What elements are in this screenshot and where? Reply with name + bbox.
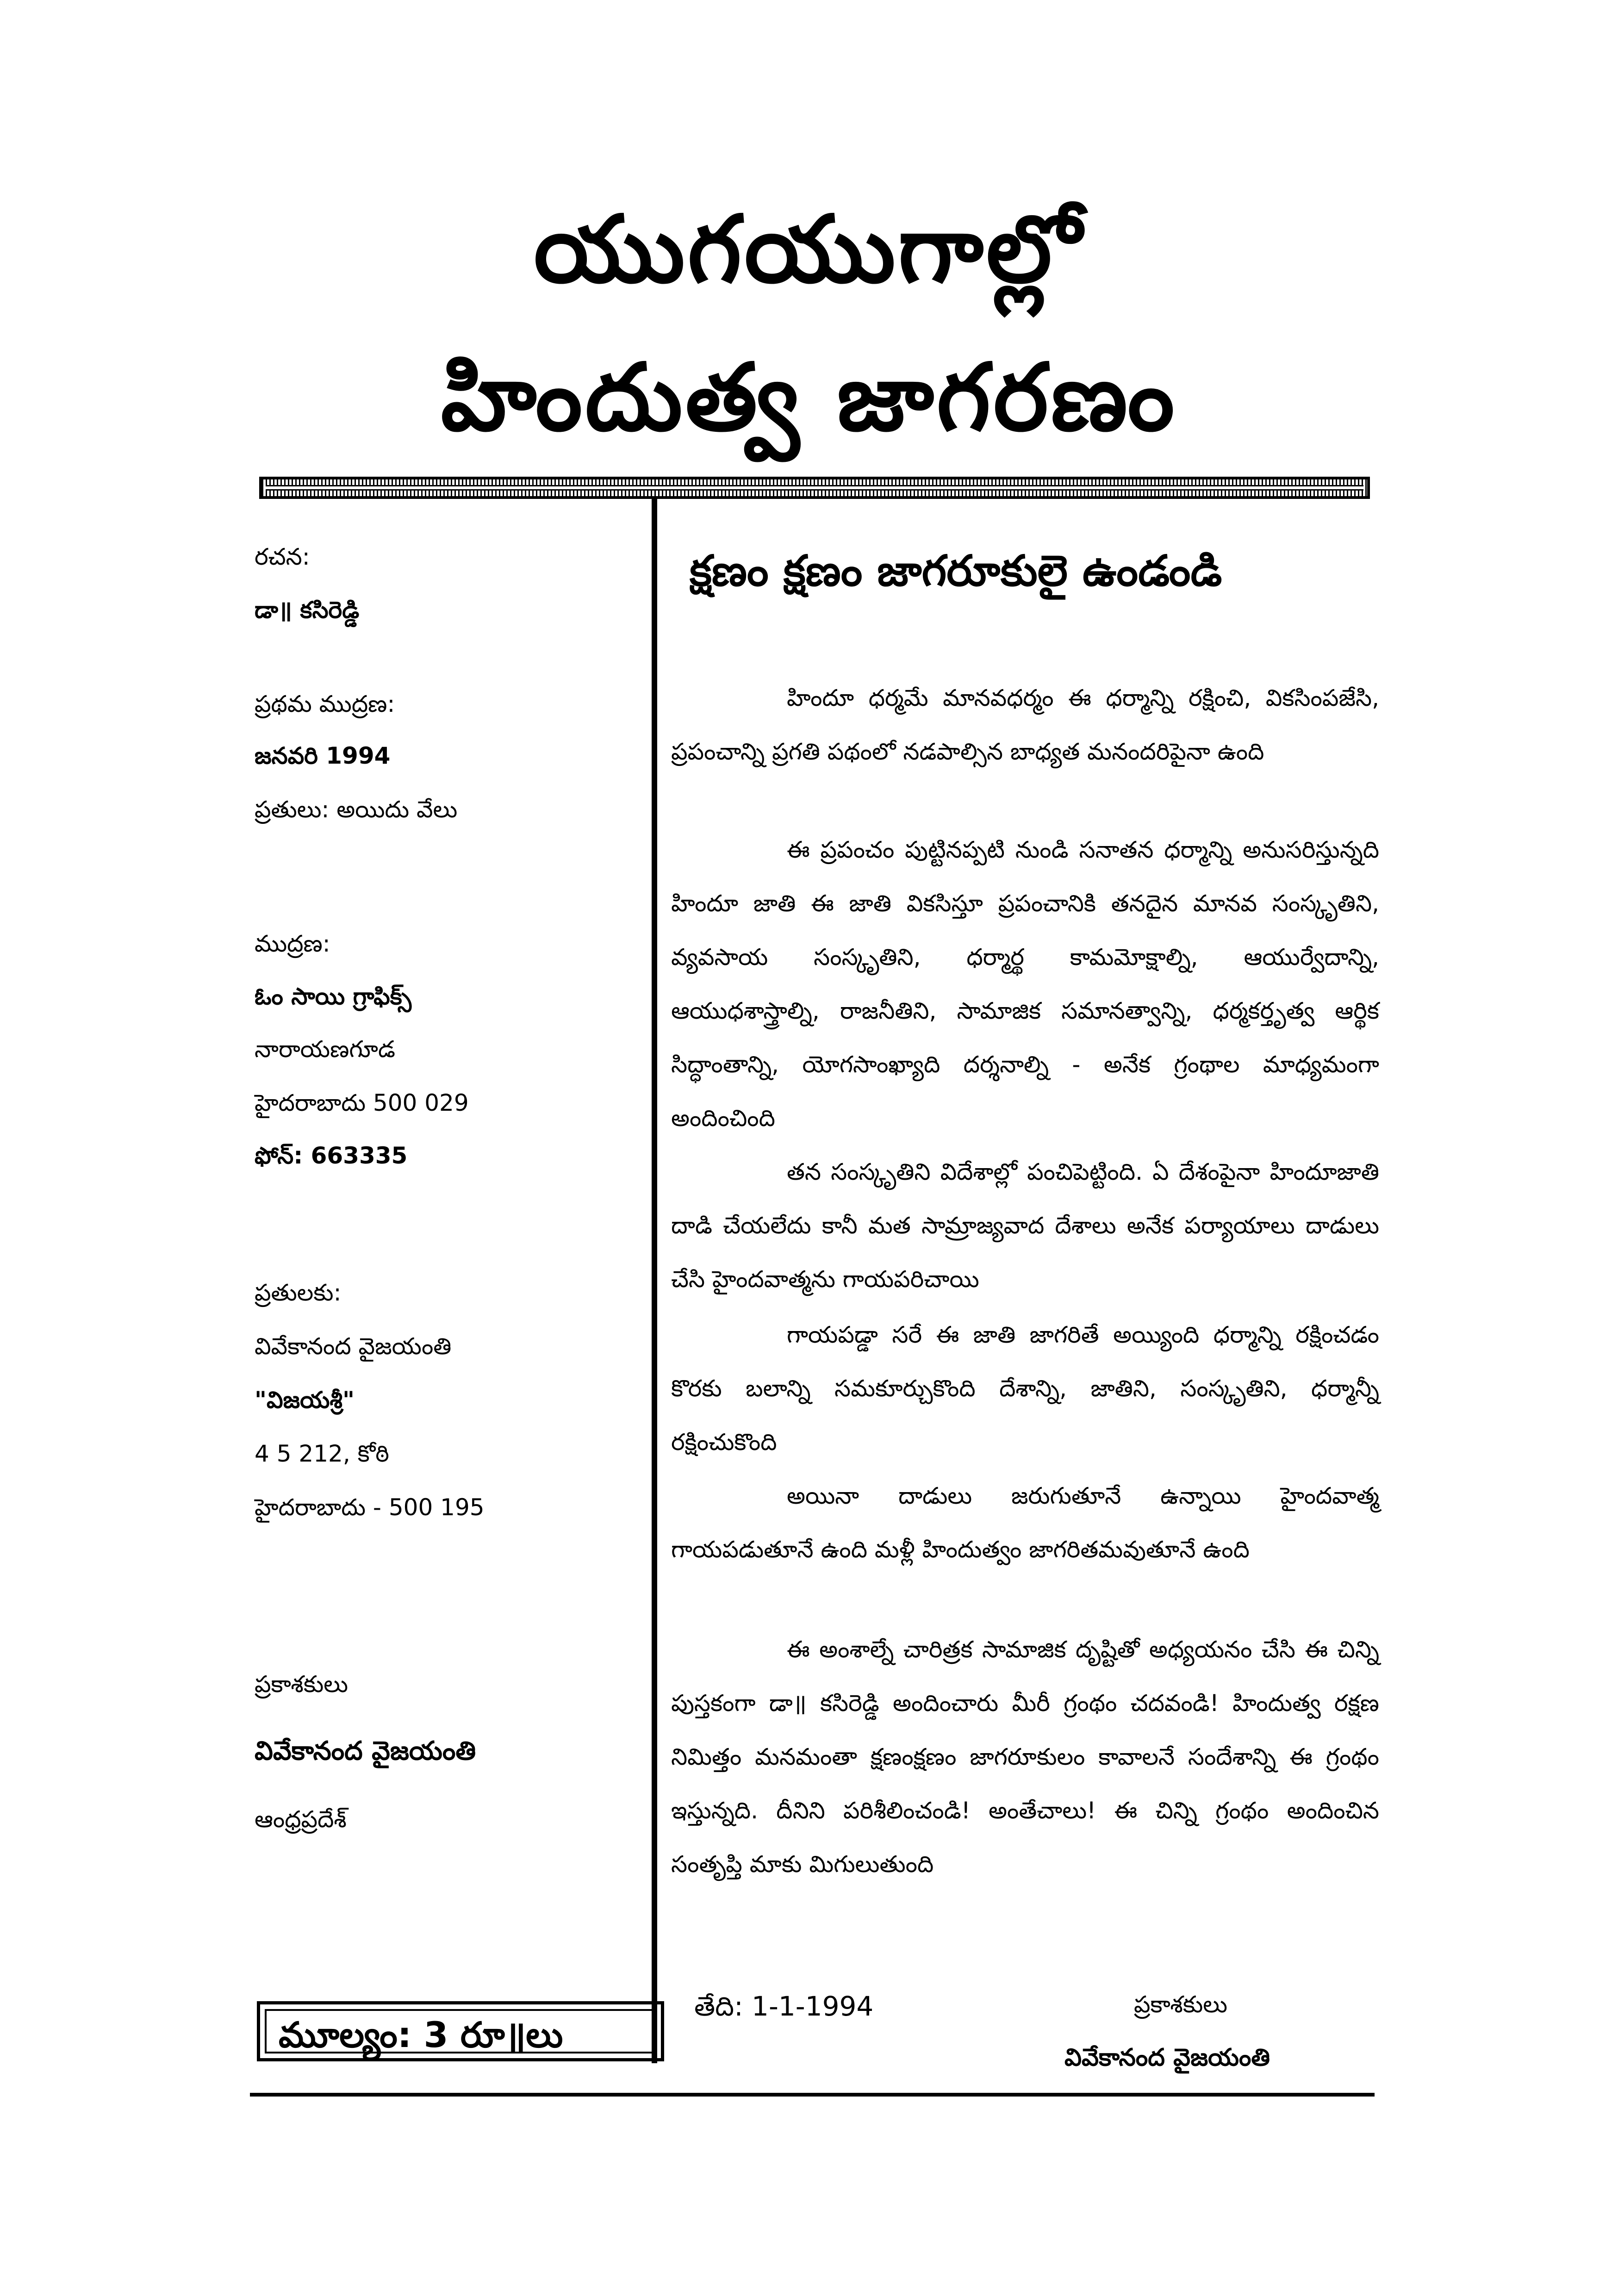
publishers-org: వివేకానంద వైజయంతి [255, 1736, 476, 1766]
copies-count: ప్రతులు: అయిదు వేలు [255, 796, 458, 823]
copies-at-label: ప్రతులకు: [255, 1279, 342, 1306]
book-title-line-2: హిందుత్వ జాగరణం [441, 344, 1177, 452]
price-label: మూల్యం: 3 రూ॥లు [279, 2014, 563, 2055]
decorative-title-rule [259, 477, 1370, 499]
signature-name: వివేకానంద వైజయంతి [1064, 2044, 1270, 2072]
foreword-paragraph: గాయపడ్డా సరే ఈ జాతి జాగరితే అయ్యింది ధర్మాన్ని రక్షించడం కొరకు బలాన్ని సమకూర్చుకొంది దేశాన్ని, జాతిని, సంస్కృతిని, ధర్మాన్నీ రక్షించుకొంది [671, 1321, 1379, 1456]
publishers-state: ఆంధ్రప్రదేశ్ [255, 1806, 347, 1833]
publishers-label: ప్రకాశకులు [255, 1671, 348, 1698]
foreword-paragraph: హిందూ ధర్మమే మానవధర్మం ఈ ధర్మాన్ని రక్షించి, వికసింపజేసి, ప్రపంచాన్ని ప్రగతి పథంలో నడపాల్సిన బాధ్యత మనందరిపైనా ఉంది [671, 684, 1379, 765]
signature-label: ప్రకాశకులు [1134, 1991, 1228, 2018]
author-name: డా॥ కసిరెడ్డి [255, 597, 360, 623]
printer-phone: ఫోన్: 663335 [255, 1142, 408, 1169]
price-box [257, 2001, 664, 2061]
foreword-paragraph: తన సంస్కృతిని విదేశాల్లో పంచిపెట్టింది. ఏ దేశంపైనా హిందూజాతి దాడి చేయలేదు కానీ మత సామ్రాజ్యవాద దేశాలు అనేక పర్యాయాలు దాడులు చేసి హైందవాత్మను గాయపరిచాయి [671, 1158, 1379, 1293]
foreword-paragraph: ఈ అంశాల్నే చారిత్రక సామాజిక దృష్టితో అధ్యయనం చేసి ఈ చిన్ని పుస్తకంగా డా॥ కసిరెడ్డి అందించారు మీరీ గ్రంథం చదవండి! హిందుత్వ రక్షణ నిమిత్తం మనమంతా క్షణంక్షణం జాగరూకులం కావాలనే సందేశాన్ని ఈ గ్రంథం ఇస్తున్నది. దీనిని పరిశీలించండి! అంతేచాలు! ఈ చిన్ని గ్రంథం అందించిన సంతృప్తి మాకు మిగులుతుంది [671, 1636, 1379, 1878]
column-divider [652, 499, 657, 2063]
foreword-heading: క్షణం క్షణం జాగరూకులై ఉండండి [690, 546, 1222, 596]
copies-at-city: హైదరాబాదు - 500 195 [255, 1494, 485, 1521]
copies-at-org: వివేకానంద వైజయంతి [255, 1333, 452, 1360]
copies-at-address: 4 5 212, కోఠి [255, 1440, 389, 1467]
printer-label: ముద్రణ: [255, 930, 330, 957]
printer-city: హైదరాబాదు 500 029 [255, 1089, 469, 1116]
foreword-paragraph: ఈ ప్రపంచం పుట్టినప్పటి నుండి సనాతన ధర్మాన్ని అనుసరిస్తున్నది హిందూ జాతి ఈ జాతి వికసిస్తూ ప్రపంచానికి తనదైన మానవ సంస్కృతిని, వ్యవసాయ సంస్కృతిని, ధర్మార్థ కామమోక్షాల్ని, ఆయుర్వేదాన్ని, ఆయుధశాస్త్రాల్ని, రాజనీతిని, సామాజిక సమానత్వాన్ని, ధర్మకర్తృత్వ ఆర్థిక సిద్ధాంతాన్ని, యోగసాంఖ్యాది దర్శనాల్ని - అనేక గ్రంథాల మాధ్యమంగా అందించింది [671, 836, 1379, 1132]
first-print-label: ప్రథమ ముద్రణ: [255, 691, 395, 717]
printer-name: ఓం సాయి గ్రాఫిక్స్ [255, 983, 412, 1010]
author-label: రచన: [255, 543, 310, 570]
copies-at-building: "విజయశ్రీ" [255, 1387, 355, 1413]
bottom-rule [250, 2093, 1375, 2097]
foreword-paragraph: అయినా దాడులు జరుగుతూనే ఉన్నాయి హైందవాత్మ గాయపడుతూనే ఉంది మళ్లీ హిందుత్వం జాగరితమవుతూనే ఉంది [671, 1482, 1379, 1563]
first-print-date: జనవరి 1994 [255, 742, 391, 769]
foreword-date: తేది: 1-1-1994 [694, 1991, 874, 2022]
book-title-line-1: యుగయుగాల్లో [534, 196, 1084, 304]
printer-area: నారాయణగూడ [255, 1036, 395, 1063]
